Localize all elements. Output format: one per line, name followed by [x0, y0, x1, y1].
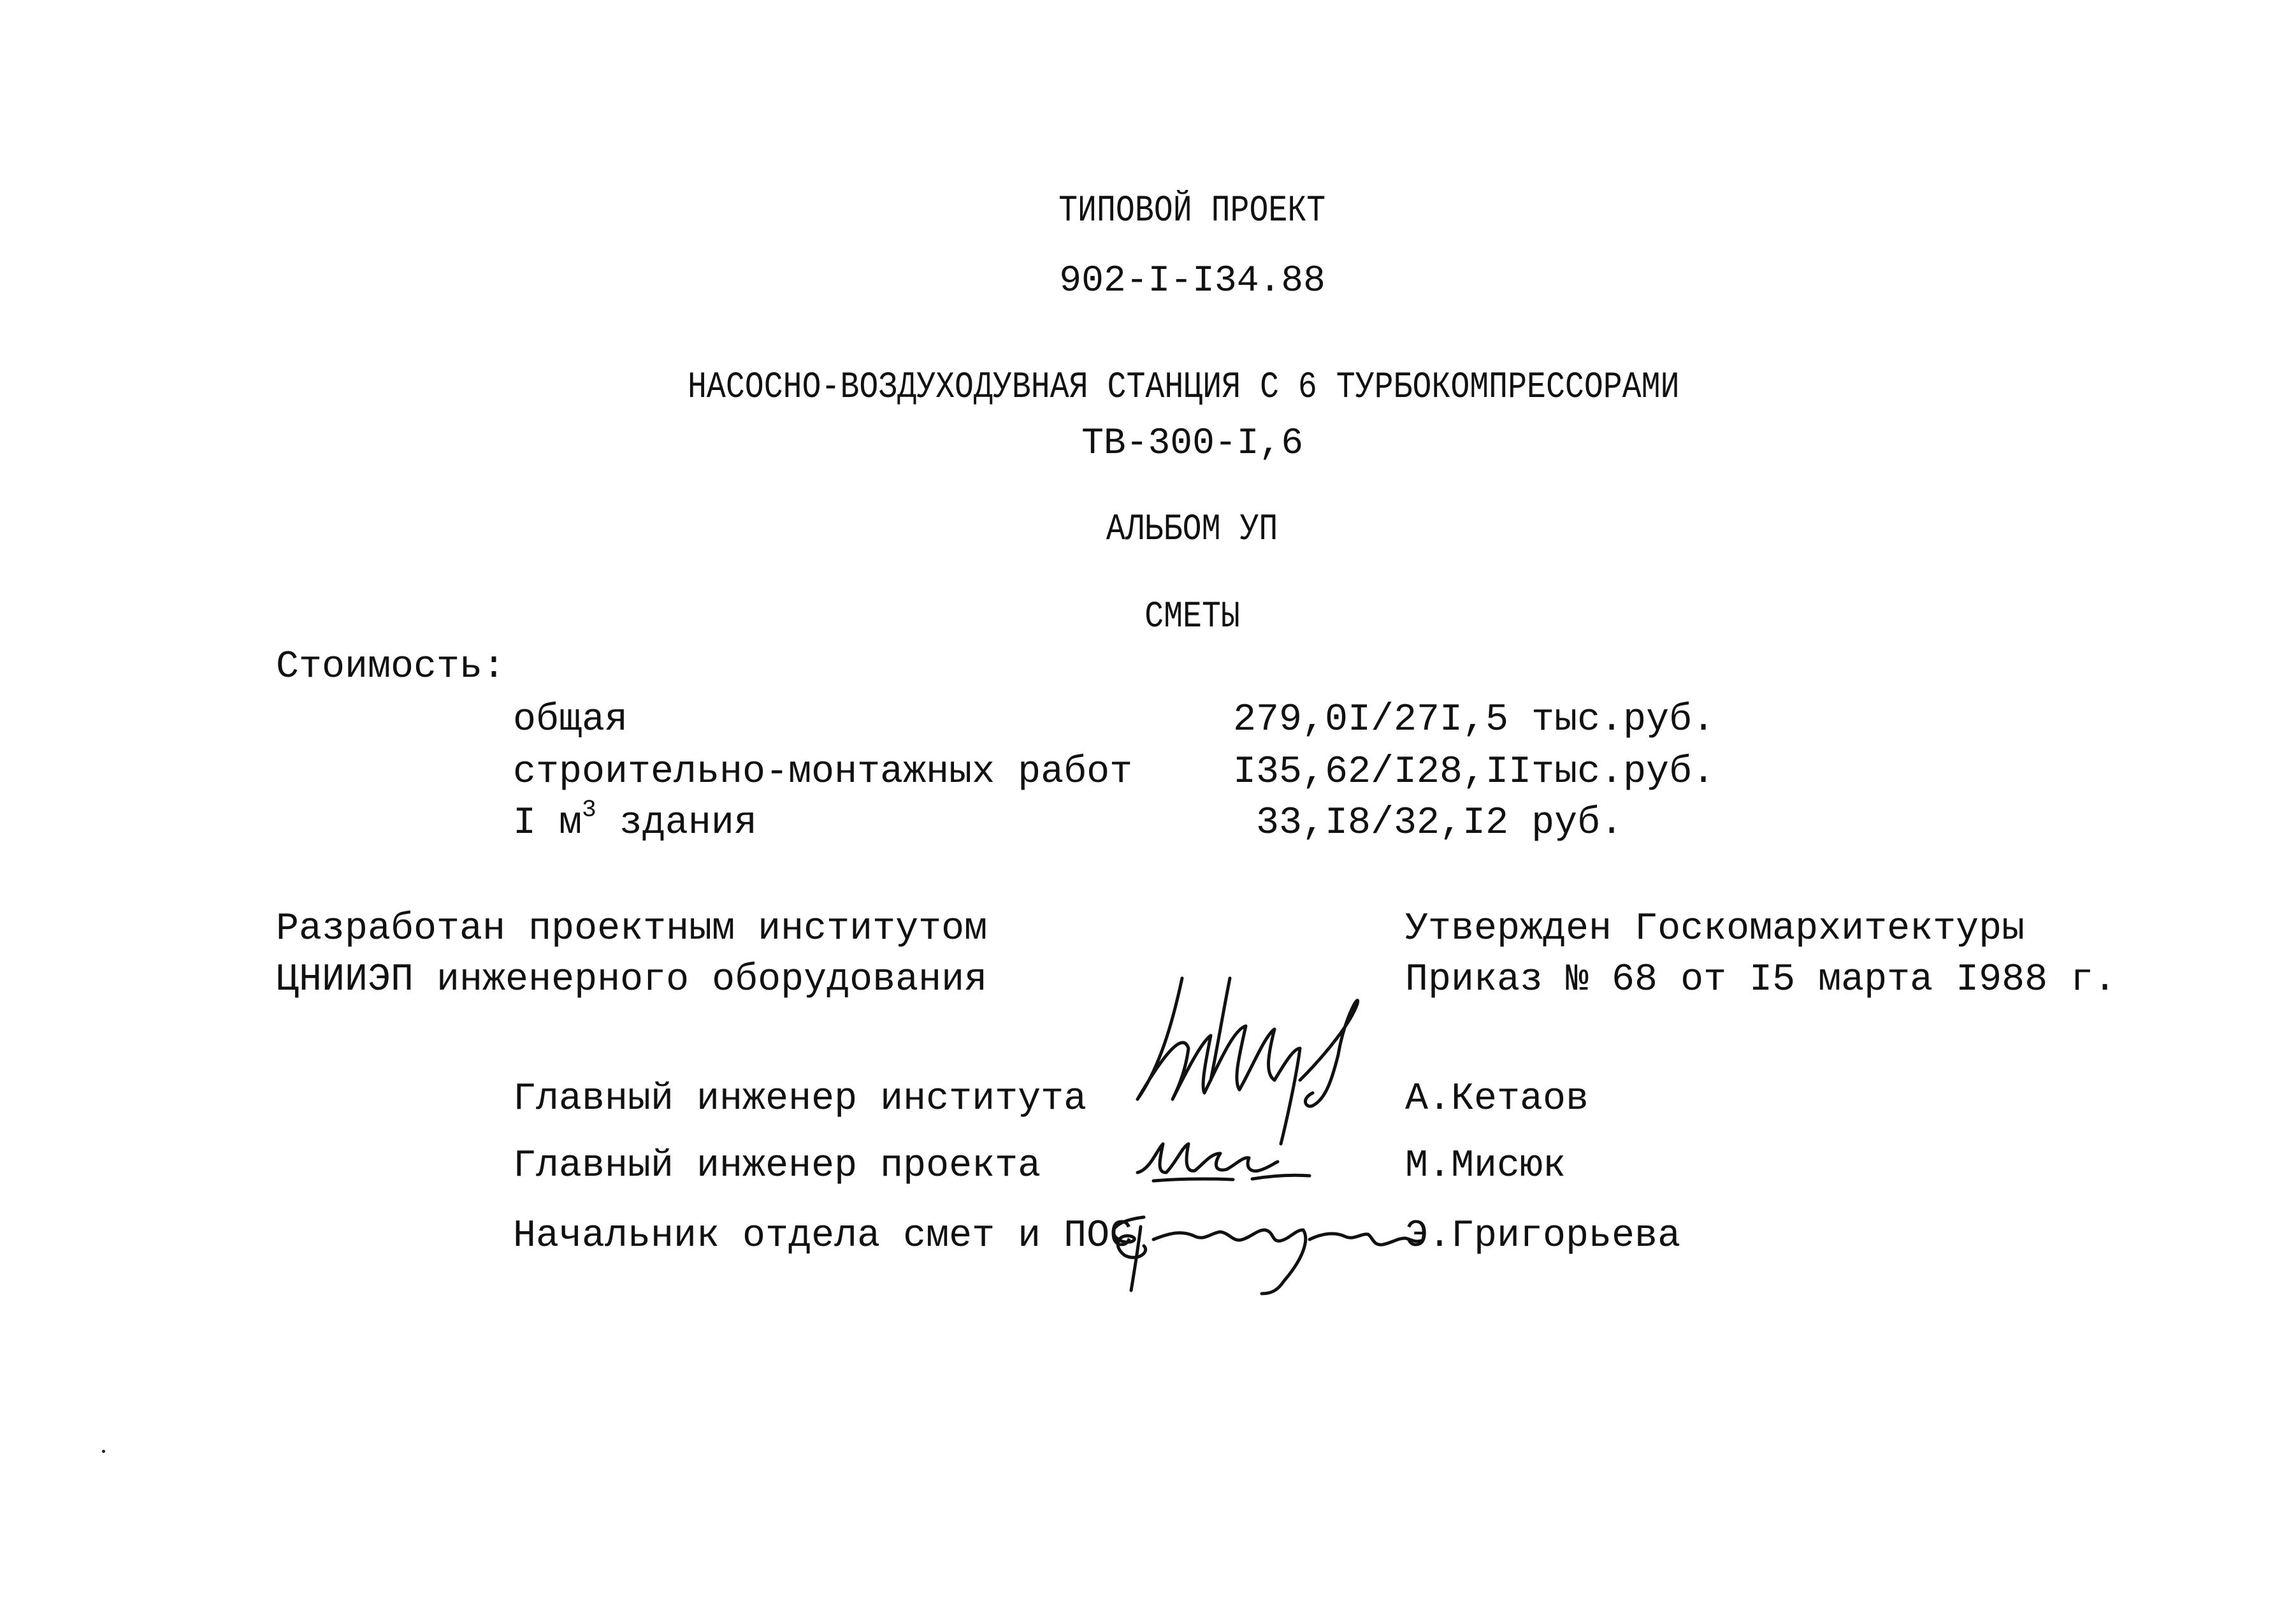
cost-per-m3-sup: 3 [582, 796, 596, 824]
doc-number-text: 902-I-I34.88 [1059, 261, 1325, 302]
cost-per-m3-suffix: здания [596, 802, 757, 845]
signatory-position-1: Главный инженер института [513, 1078, 1087, 1121]
cost-total-value: 279,0I/27I,5 тыс.руб. [1233, 698, 1715, 742]
signatory-position-3: Начальник отдела смет и ПОС [513, 1215, 1133, 1258]
cost-construction-value: I35,62/I28,IIтыс.руб. [1233, 751, 1715, 794]
cost-total-label: общая [513, 698, 628, 742]
doc-number [0, 226, 2296, 337]
developer-line-2: ЦНИИЭП инженерного оборудования [276, 958, 988, 1002]
cost-per-m3-label [513, 796, 757, 845]
cost-construction-label: строительно-монтажных работ [513, 751, 1133, 794]
signature-2-graphic [1131, 1125, 1322, 1195]
developer-line-1: Разработан проектным институтом [276, 907, 988, 951]
cost-heading: Стоимость: [276, 646, 506, 689]
title-line-1-text: НАСОСНО-ВОЗДУХОДУВНАЯ СТАНЦИЯ С 6 ТУРБОКОМПРЕССОРАМИ [688, 367, 1680, 408]
signatory-name-1: А.Кетаов [1405, 1078, 1589, 1121]
title-line-2-text: ТВ-300-I,6 [1081, 423, 1304, 465]
doc-type-text: ТИПОВОЙ ПРОЕКТ [1058, 191, 1326, 232]
scan-speck [102, 1450, 105, 1453]
cost-per-m3-value: 33,I8/32,I2 руб. [1233, 802, 1624, 845]
section-text: СМЕТЫ [1144, 596, 1240, 638]
cost-per-m3-prefix: I м [513, 802, 582, 845]
signatory-name-2: М.Мисюк [1405, 1145, 1566, 1188]
signature-3-graphic [1093, 1201, 1424, 1297]
approval-line-2: Приказ № 68 от I5 марта I988 г. [1405, 958, 2117, 1002]
signatory-position-2: Главный инженер проекта [513, 1145, 1041, 1188]
album-text: АЛЬБОМ УП [1106, 509, 1278, 551]
approval-line-1: Утвержден Госкомархитектуры [1405, 907, 2025, 951]
signatory-name-3: Э.Григорьева [1405, 1215, 1681, 1258]
